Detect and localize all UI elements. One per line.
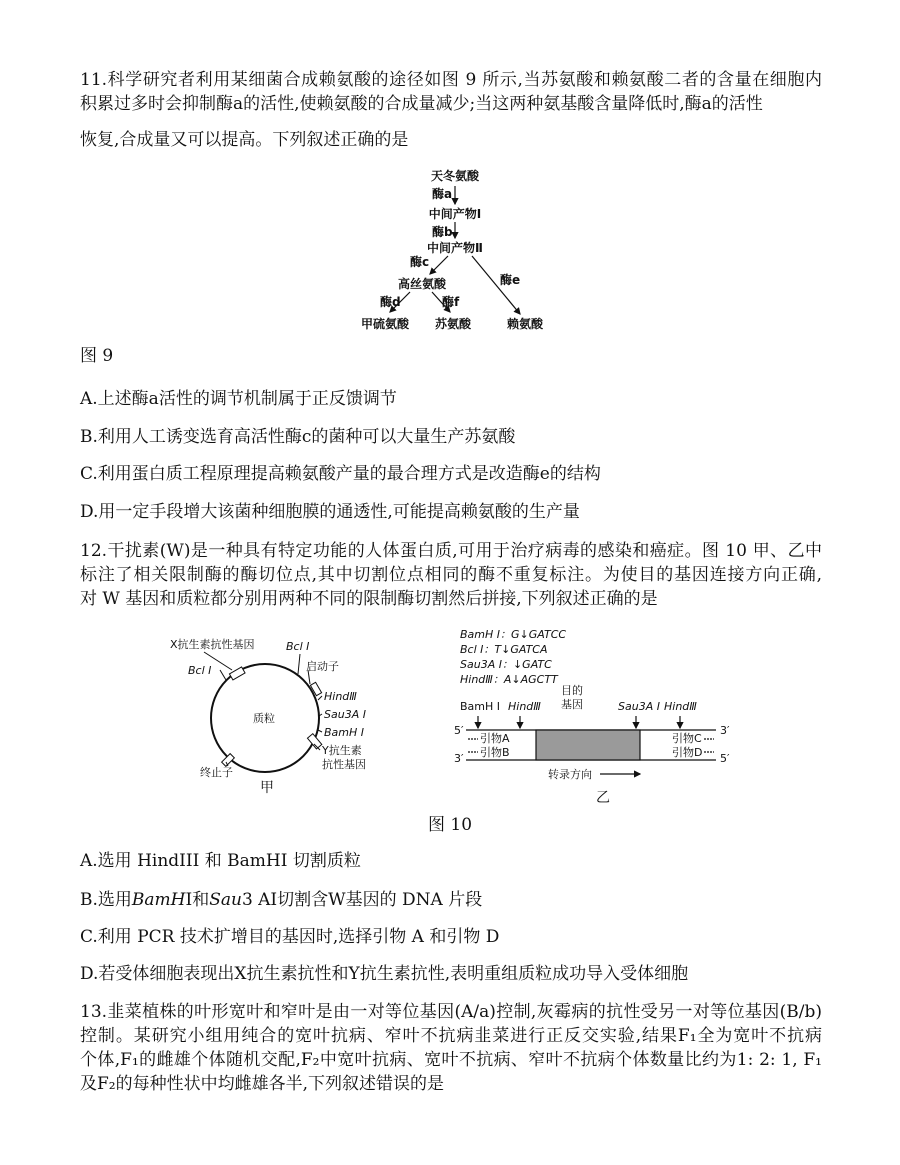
site-bcl: Bcl Ⅰ：T↓GATCA (460, 643, 548, 656)
node-intermediate-1: 中间产物Ⅰ (428, 207, 482, 221)
node-threonine: 苏氨酸 (434, 317, 472, 331)
site-sau: Sau3A Ⅰ：↓GATC (460, 658, 552, 671)
primer-b-label: 引物B (480, 746, 510, 759)
q11-option-a: A.上述酶a活性的调节机制属于正反馈调节 (80, 389, 397, 409)
end-3-left: 3′ (454, 752, 464, 765)
frag-sau-label: Sau3A Ⅰ (618, 700, 660, 713)
q11-option-b: B.利用人工诱变选育高活性酶c的菌种可以大量生产苏氨酸 (80, 427, 516, 447)
figure-9-pathway (350, 164, 570, 344)
node-methionine: 甲硫氨酸 (360, 317, 410, 331)
frag-hind-label: HindⅢ (508, 700, 541, 713)
primer-a-label: 引物A (480, 732, 510, 745)
primer-d-label: 引物D (672, 746, 703, 759)
terminator-marker (222, 754, 235, 767)
sau-label: Sau3A Ⅰ (324, 708, 366, 721)
hind-label: HindⅢ (324, 690, 357, 703)
figure-10-caption: 图 10 (428, 815, 473, 835)
q13-stem-line-4: 及F₂的每种性状中均雌雄各半,下列叙述错误的是 (80, 1074, 445, 1094)
q11-stem-line-3: 恢复,合成量又可以提高。下列叙述正确的是 (80, 130, 409, 150)
enzyme-b-label: 酶b (432, 225, 453, 239)
enzyme-c-label: 酶c (410, 255, 430, 269)
q12-option-b-tail: 3 AI切割含W基因的 DNA 片段 (241, 890, 483, 910)
q12-option-b (80, 889, 482, 911)
target-gene-label-2: 基因 (561, 698, 583, 711)
enzyme-e-label: 酶e (500, 273, 521, 287)
q12-stem-line-2: 标注了相关限制酶的酶切位点,其中切割位点相同的酶不重复标注。为使目的基因连接方向正确, (80, 565, 822, 585)
node-intermediate-2: 中间产物Ⅱ (427, 241, 483, 255)
end-5-right: 5′ (720, 752, 730, 765)
figure-9-caption: 图 9 (80, 346, 114, 366)
q12-option-b-mid-1: I和 (185, 890, 210, 910)
target-gene-block (536, 730, 640, 760)
jia-label: 甲 (260, 780, 274, 796)
enzyme-f-label: 酶f (442, 295, 460, 309)
site-hind: HindⅢ：A↓AGCTT (460, 673, 558, 686)
node-homoserine: 高丝氨酸 (397, 277, 447, 291)
bcl-top-label: Bcl Ⅰ (286, 640, 310, 653)
promoter-marker (310, 682, 321, 695)
figure-10-gene-fragment (450, 622, 740, 812)
x-gene-label: X抗生素抗性基因 (170, 638, 255, 651)
q11-stem-line-2: 积累过多时会抑制酶a的活性,使赖氨酸的合成量减少;当这两种氨基酸含量降低时,酶a的活性 (80, 94, 763, 114)
node-aspartate: 天冬氨酸 (430, 169, 480, 183)
transcription-direction-label: 转录方向 (548, 768, 592, 781)
q12-option-b-enzyme-2: Sau (209, 890, 242, 910)
node-lysine: 赖氨酸 (506, 317, 544, 331)
q13-stem-line-1: 13.韭菜植株的叶形宽叶和窄叶是由一对等位基因(A/a)控制,灰霉病的抗性受另一对等位基因(B/b) (80, 1002, 822, 1022)
q12-option-d: D.若受体细胞表现出X抗生素抗性和Y抗生素抗性,表明重组质粒成功导入受体细胞 (80, 964, 689, 984)
y-gene-label-2: 抗性基因 (322, 758, 366, 771)
end-3-right: 3′ (720, 724, 730, 737)
terminator-label: 终止子 (200, 766, 233, 779)
q13-stem-line-3: 个体,F₁的雌雄个体随机交配,F₂中宽叶抗病、宽叶不抗病、窄叶不抗病个体数量比约为1: 2: 1, F₁ (80, 1050, 822, 1070)
q12-stem-line-3: 对 W 基因和质粒都分别用两种不同的限制酶切割然后拼接,下列叙述正确的是 (80, 589, 658, 609)
q12-option-c: C.利用 PCR 技术扩增目的基因时,选择引物 A 和引物 D (80, 927, 500, 947)
q11-option-c: C.利用蛋白质工程原理提高赖氨酸产量的最合理方式是改造酶e的结构 (80, 464, 601, 484)
target-gene-label-1: 目的 (561, 684, 583, 697)
primer-c-label: 引物C (672, 732, 702, 745)
arrow-c (430, 256, 448, 274)
q12-option-b-enzyme-1: BamH (131, 890, 186, 910)
frag-hind2-label: HindⅢ (664, 700, 697, 713)
figure-10-plasmid (160, 630, 400, 805)
enzyme-a-label: 酶a (432, 187, 453, 201)
bcl-left-label: Bcl Ⅰ (188, 664, 212, 677)
promoter-label: 启动子 (306, 660, 339, 673)
enzyme-d-label: 酶d (380, 295, 401, 309)
q12-stem-line-1: 12.干扰素(W)是一种具有特定功能的人体蛋白质,可用于治疗病毒的感染和癌症。图 10 甲、乙中 (80, 541, 822, 561)
plasmid-center-label: 质粒 (253, 712, 275, 725)
x-gene-marker (229, 667, 245, 680)
bam-label: BamH Ⅰ (324, 726, 365, 739)
yi-label: 乙 (596, 790, 610, 806)
q12-option-a: A.选用 HindIII 和 BamHI 切割质粒 (80, 851, 361, 871)
q11-stem-line-1: 11.科学研究者利用某细菌合成赖氨酸的途径如图 9 所示,当苏氨酸和赖氨酸二者的含量在细胞内 (80, 70, 822, 90)
y-gene-label-1: Y抗生素 (322, 744, 362, 757)
q13-stem-line-2: 控制。某研究小组用纯合的宽叶抗病、窄叶不抗病韭菜进行正反交实验,结果F₁全为宽叶不抗病 (80, 1026, 822, 1046)
q12-option-b-prefix: B.选用 (80, 890, 132, 910)
site-bam: BamH Ⅰ：G↓GATCC (460, 628, 567, 641)
end-5-left: 5′ (454, 724, 464, 737)
frag-bam-label: BamH Ⅰ (460, 700, 501, 713)
q11-option-d: D.用一定手段增大该菌种细胞膜的通透性,可能提高赖氨酸的生产量 (80, 502, 580, 522)
